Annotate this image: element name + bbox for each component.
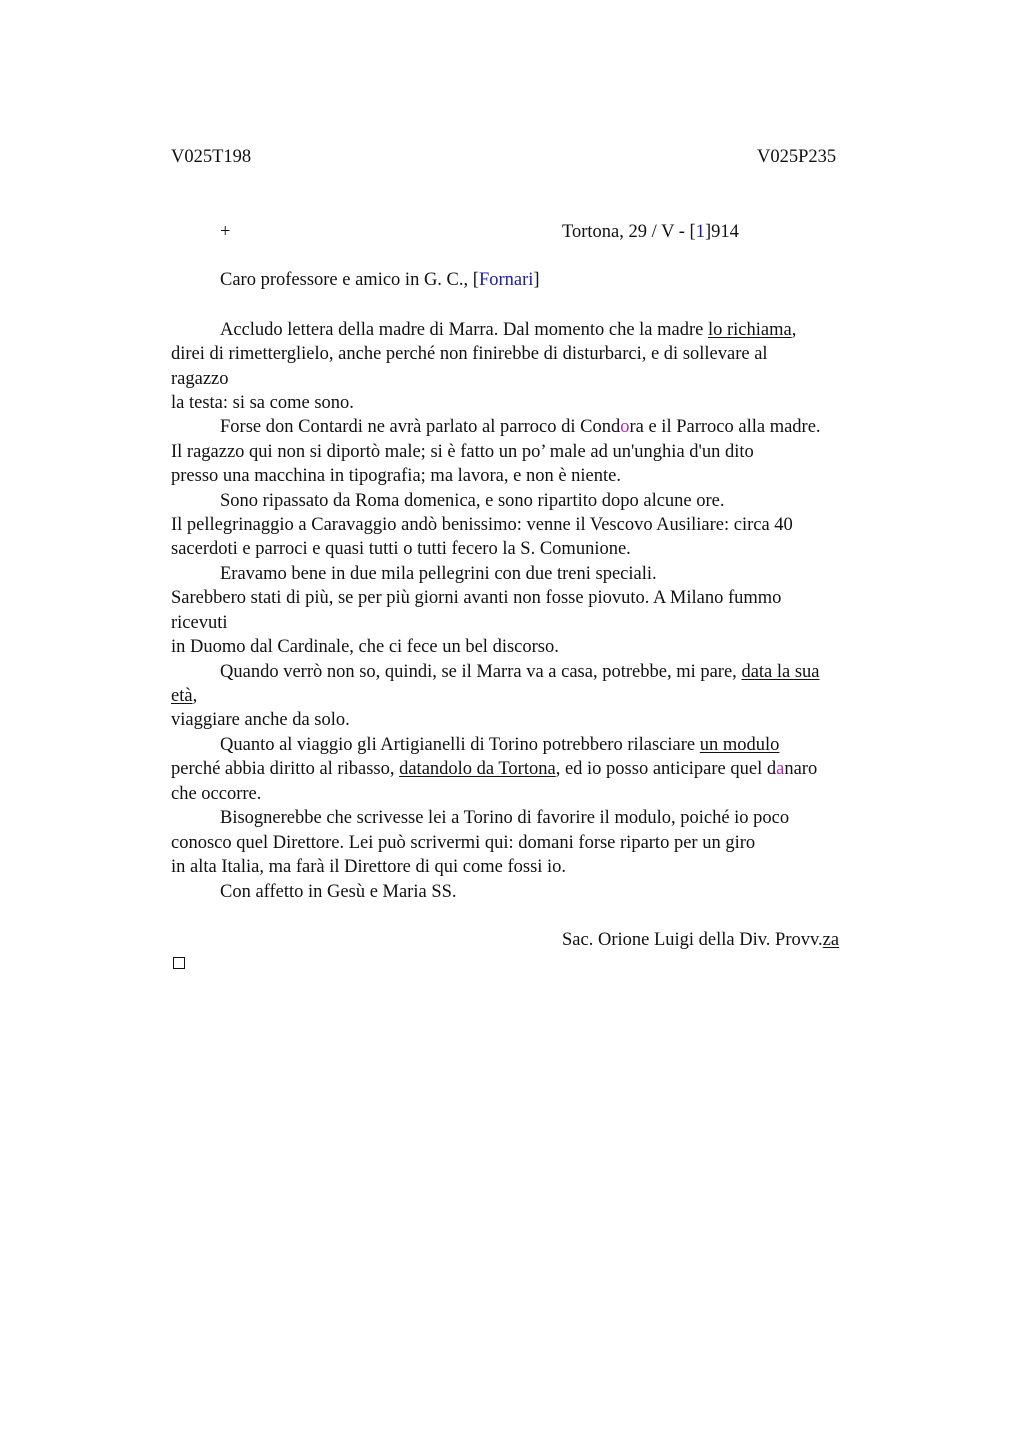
p3-line-1: Sono ripassato da Roma domenica, e sono ripartito dopo alcune ore. (220, 491, 725, 511)
p1-line-1 (220, 319, 796, 341)
p6-line-2 (171, 758, 817, 780)
text: Quanto al viaggio gli Artigianelli di Torino potrebbero rilasciare (220, 735, 700, 755)
signature-abbrev: za (822, 930, 840, 950)
dateline-editorial-insert: 1 (695, 222, 705, 242)
p3-line-3: sacerdoti e parroci e quasi tutti o tutti fecero la S. Comunione. (171, 539, 631, 559)
underlined-text: età (171, 686, 193, 706)
closing: Con affetto in Gesù e Maria SS. (220, 882, 457, 902)
p1-line-2: direi di rimetterglielo, anche perché non finirebbe di disturbarci, e di sollevare al (171, 344, 768, 364)
header-left-code: V025T198 (171, 147, 252, 167)
p2-line-1 (220, 416, 821, 438)
text: , (791, 320, 797, 340)
text: Quando verrò non so, quindi, se il Marra va a casa, potrebbe, mi pare, (220, 662, 742, 682)
p1-line-3: ragazzo (171, 369, 229, 389)
text: Accludo lettera della madre di Marra. Dal momento che la madre (220, 320, 708, 340)
end-box-mark (173, 957, 185, 969)
underlined-text: lo richiama (707, 320, 792, 340)
salutation-editorial-name: Fornari (478, 270, 534, 290)
p2-line-2: Il ragazzo qui non si diportò male; si è fatto un po’ male ad un'unghia d'un dito (171, 442, 754, 462)
p4-line-4: in Duomo dal Cardinale, che ci fece un bel discorso. (171, 637, 559, 657)
p4-line-3: ricevuti (171, 613, 228, 633)
cross-mark: + (220, 222, 231, 242)
salutation (220, 270, 540, 291)
correction-letter: o (620, 417, 630, 437)
salutation-bracket: ] (533, 270, 540, 290)
p3-line-2: Il pellegrinaggio a Caravaggio andò benissimo: venne il Vescovo Ausiliare: circa 40 (171, 515, 793, 535)
signature (562, 930, 839, 951)
header-right-code: V025P235 (757, 147, 837, 167)
dateline-year: ]914 (704, 222, 739, 242)
text: perché abbia diritto al ribasso, (171, 759, 400, 779)
text: Forse don Contardi ne avrà parlato al parroco di Cond (220, 417, 621, 437)
underlined-text: un modulo (699, 735, 780, 755)
p5-line-2 (171, 685, 197, 707)
text: , (192, 686, 198, 706)
p7-line-1: Bisognerebbe che scrivesse lei a Torino di favorire il modulo, poiché io poco (220, 808, 790, 828)
p4-line-2: Sarebbero stati di più, se per più giorni avanti non fosse piovuto. A Milano fummo (171, 588, 782, 608)
p5-line-3: viaggiare anche da solo. (171, 710, 350, 730)
correction-letter: a (776, 759, 785, 779)
p7-line-2: conosco quel Direttore. Lei può scrivermi qui: domani forse riparto per un giro (171, 833, 756, 853)
p6-line-1 (220, 734, 779, 756)
p2-line-3: presso una macchina in tipografia; ma lavora, e non è niente. (171, 466, 621, 486)
dateline-text: Tortona, 29 / V - [ (562, 222, 696, 242)
underlined-text: data la sua (741, 662, 820, 682)
text: , ed io posso anticipare quel d (555, 759, 777, 779)
text: ra e il Parroco alla madre. (629, 417, 821, 437)
p7-line-3: in alta Italia, ma farà il Direttore di qui come fossi io. (171, 857, 567, 877)
p5-line-1 (220, 661, 820, 683)
text: naro (784, 759, 818, 779)
p1-line-4: la testa: si sa come sono. (171, 393, 354, 413)
underlined-text: datandolo da Tortona (399, 759, 556, 779)
dateline (562, 222, 739, 243)
salutation-text: Caro professore e amico in G. C., [ (220, 270, 479, 290)
p4-line-1: Eravamo bene in due mila pellegrini con due treni speciali. (220, 564, 657, 584)
p6-line-3: che occorre. (171, 784, 262, 804)
signature-text: Sac. Orione Luigi della Div. Provv. (562, 930, 823, 950)
